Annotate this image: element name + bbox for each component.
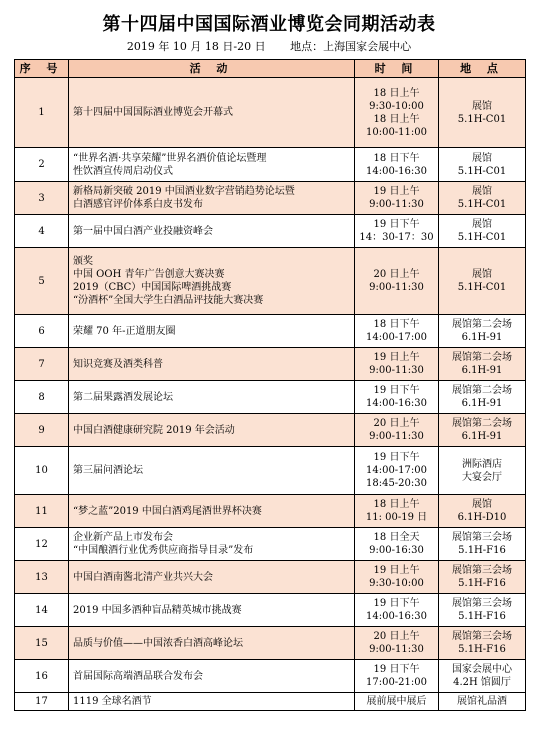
time-line: 19 日下午 [373, 219, 420, 230]
activity-line: 首届国际高端酒品联合发布会 [73, 670, 203, 682]
time-line: 9:00-11:30 [369, 199, 424, 210]
row-number: 5 [15, 248, 69, 315]
activity-line: “梦之蓝”2019 中国白酒鸡尾酒世界杯决赛 [73, 505, 262, 517]
table-row [15, 447, 526, 495]
location-line: 展馆第三会场 [452, 565, 512, 576]
table-row [15, 414, 526, 447]
location-line: 4.2H 馆圆厅 [453, 677, 511, 688]
row-number: 6 [15, 315, 69, 348]
row-number: 9 [15, 414, 69, 447]
time-cell [355, 215, 439, 248]
time-line: 9:30-10:00 [369, 578, 424, 589]
location-line: 展馆 [472, 186, 492, 197]
activity-cell [69, 215, 355, 248]
time-line: 9:00-11:30 [369, 431, 424, 442]
location-line: 6.1H-91 [461, 398, 503, 409]
activity-line: 中国白酒南酱北清产业共兴大会 [73, 571, 213, 583]
activity-line: 白酒感官评价体系白皮书发布 [73, 199, 203, 210]
time-cell [355, 148, 439, 182]
time-cell [355, 495, 439, 528]
time-line: 18 日上午 [373, 113, 420, 125]
location-cell [439, 78, 526, 148]
row-number: 16 [15, 660, 69, 693]
location-cell [439, 381, 526, 414]
table-row [15, 495, 526, 528]
time-line: 展前展中展后 [366, 696, 427, 707]
time-line: 20 日上午 [373, 631, 420, 642]
table-row [15, 248, 526, 315]
activity-line: 2019（CBC）中国国际啤酒挑战赛 [73, 282, 232, 293]
activity-cell [69, 315, 355, 348]
activity-line: 荣耀 70 年-正道朋友圈 [73, 325, 176, 337]
location-line: 5.1H-C01 [457, 199, 507, 210]
time-line: 19 日下午 [373, 452, 420, 463]
time-line: 17:00-21:00 [365, 677, 427, 688]
location-line: 5.1H-F16 [458, 545, 506, 556]
activity-cell [69, 495, 355, 528]
location-cell [439, 248, 526, 315]
location-line: 6.1H-91 [461, 332, 503, 343]
activity-line: 1119 全球名酒节 [73, 696, 152, 707]
time-cell [355, 627, 439, 660]
location-line: 展馆 [472, 499, 492, 510]
time-cell [355, 693, 439, 711]
location-line: 展馆第二会场 [452, 385, 512, 396]
activity-cell [69, 414, 355, 447]
page-subtitle: 2019 年 10 月 18 日-20 日 地点：上海国家会展中心 [126, 40, 412, 53]
time-line: 20 日上午 [373, 269, 420, 280]
row-number: 14 [15, 594, 69, 627]
header-location: 地 点 [439, 60, 526, 78]
location-cell [439, 182, 526, 215]
time-line: 19 日上午 [373, 565, 420, 576]
time-line: 18:45-20:30 [365, 478, 427, 489]
location-cell [439, 693, 526, 711]
time-line: 19 日下午 [373, 598, 420, 609]
time-cell [355, 248, 439, 315]
activity-line: 知识竞赛及酒类科普 [73, 358, 163, 370]
activity-cell [69, 594, 355, 627]
location-line: 国家会展中心 [452, 664, 512, 675]
activity-line: 中国白酒健康研究院 2019 年会活动 [73, 424, 235, 436]
time-line: 19 日上午 [373, 352, 420, 363]
location-line: 展馆 [472, 219, 492, 230]
activity-line: “世界名酒·共享荣耀”世界名酒价值论坛暨理 [73, 152, 267, 164]
activity-cell [69, 248, 355, 315]
location-line: 6.1H-D10 [457, 512, 507, 523]
location-line: 大宴会厅 [462, 471, 502, 483]
time-line: 19 日上午 [373, 186, 420, 197]
row-number: 11 [15, 495, 69, 528]
time-line: 19 日下午 [373, 385, 420, 396]
activity-line: 第十四届中国国际酒业博览会开幕式 [73, 107, 233, 118]
table-row [15, 381, 526, 414]
time-cell [355, 660, 439, 693]
table-row [15, 561, 526, 594]
location-cell [439, 660, 526, 693]
header-time: 时 间 [355, 60, 439, 78]
location-line: 5.1H-C01 [457, 282, 507, 293]
location-cell [439, 414, 526, 447]
time-cell [355, 447, 439, 495]
activity-cell [69, 348, 355, 381]
activity-cell [69, 182, 355, 215]
location-cell [439, 348, 526, 381]
activity-cell [69, 660, 355, 693]
time-cell [355, 348, 439, 381]
row-number: 15 [15, 627, 69, 660]
table-header-row [15, 60, 526, 78]
location-cell [439, 528, 526, 561]
location-line: 5.1H-F16 [458, 578, 506, 589]
location-line: 展馆 [472, 269, 492, 280]
time-cell [355, 528, 439, 561]
activity-cell [69, 78, 355, 148]
time-line: 11: 00-19 日 [365, 512, 428, 523]
time-line: 18 日下午 [373, 152, 420, 164]
time-line: 9:00-11:30 [369, 365, 424, 376]
time-line: 9:00-11:30 [369, 282, 424, 293]
location-line: 展馆 [472, 152, 492, 164]
location-line: 展馆第二会场 [452, 352, 512, 363]
time-cell [355, 78, 439, 148]
location-line: 6.1H-91 [461, 365, 503, 376]
activity-line: 企业新产品上市发布会 [73, 532, 173, 543]
time-line: 20 日上午 [373, 418, 420, 429]
row-number: 4 [15, 215, 69, 248]
time-line: 14:00-16:30 [365, 398, 427, 409]
time-line: 14:00-16:30 [365, 165, 427, 177]
time-line: 14:00-16:30 [365, 611, 427, 622]
activity-cell [69, 528, 355, 561]
location-line: 6.1H-91 [461, 431, 503, 442]
time-line: 14：30-17：30 [359, 232, 434, 243]
time-line: 19 日下午 [373, 664, 420, 675]
activity-cell [69, 693, 355, 711]
time-line: 18 日上午 [373, 499, 420, 510]
location-line: 展馆第二会场 [452, 418, 512, 429]
activity-cell [69, 627, 355, 660]
time-line: 9:30-10:00 [369, 100, 424, 112]
row-number: 10 [15, 447, 69, 495]
location-cell [439, 561, 526, 594]
location-line: 展馆第二会场 [452, 319, 512, 330]
activity-line: 第一届中国白酒产业投融资峰会 [73, 225, 213, 237]
page-title: 第十四届中国国际酒业博览会同期活动表 [102, 14, 436, 35]
table-row [15, 78, 526, 148]
table-row [15, 348, 526, 381]
time-line: 18 日上午 [373, 87, 420, 99]
location-cell [439, 447, 526, 495]
time-line: 10:00-11:00 [365, 126, 427, 138]
activity-cell [69, 447, 355, 495]
row-number: 1 [15, 78, 69, 148]
table-row [15, 627, 526, 660]
activity-line: 颁奖 [73, 256, 93, 267]
location-cell [439, 627, 526, 660]
row-number: 2 [15, 148, 69, 182]
time-line: 14:00-17:00 [365, 332, 427, 343]
table-row [15, 182, 526, 215]
time-line: 18 日全天 [373, 532, 420, 543]
location-cell [439, 215, 526, 248]
row-number: 13 [15, 561, 69, 594]
location-cell [439, 594, 526, 627]
row-number: 7 [15, 348, 69, 381]
row-number: 3 [15, 182, 69, 215]
activity-line: “汾酒杯”全国大学生白酒品评技能大赛决赛 [73, 295, 264, 306]
location-line: 展馆第三会场 [452, 598, 512, 609]
activity-cell [69, 561, 355, 594]
location-line: 展馆 [472, 100, 492, 112]
table-row [15, 660, 526, 693]
location-line: 5.1H-C01 [457, 232, 507, 243]
time-cell [355, 315, 439, 348]
activity-line: 品质与价值——中国浓香白酒高峰论坛 [73, 637, 243, 649]
table-row [15, 693, 526, 711]
activity-cell [69, 381, 355, 414]
time-cell [355, 594, 439, 627]
activity-line: 性饮酒宣传周启动仪式 [73, 165, 173, 177]
location-line: 洲际酒店 [462, 458, 502, 470]
location-line: 5.1H-C01 [457, 165, 507, 177]
header-number: 序 号 [15, 60, 69, 78]
activity-line: “中国酿酒行业优秀供应商指导目录”发布 [73, 545, 254, 556]
table-row [15, 594, 526, 627]
table-row [15, 528, 526, 561]
time-line: 9:00-11:30 [369, 644, 424, 655]
activity-line: 中国 OOH 青年广告创意大赛决赛 [73, 269, 225, 280]
activity-cell [69, 148, 355, 182]
time-cell [355, 182, 439, 215]
table-row [15, 315, 526, 348]
activity-line: 新格局新突破 2019 中国酒业数字营销趋势论坛暨 [73, 186, 295, 197]
row-number: 8 [15, 381, 69, 414]
activity-line: 第三届问酒论坛 [73, 465, 143, 476]
location-line: 5.1H-F16 [458, 644, 506, 655]
events-table [14, 59, 526, 711]
time-line: 9:00-16:30 [369, 545, 424, 556]
table-row [15, 215, 526, 248]
time-line: 14:00-17:00 [365, 465, 427, 476]
location-line: 展馆礼品酒 [457, 696, 507, 707]
location-line: 展馆第三会场 [452, 532, 512, 543]
header-activity: 活 动 [69, 60, 355, 78]
location-cell [439, 148, 526, 182]
location-cell [439, 495, 526, 528]
table-row [15, 148, 526, 182]
activity-line: 2019 中国多酒种盲品精英城市挑战赛 [73, 604, 242, 616]
time-cell [355, 561, 439, 594]
row-number: 12 [15, 528, 69, 561]
activity-line: 第二届果露酒发展论坛 [73, 391, 173, 403]
location-line: 5.1H-C01 [457, 113, 507, 125]
time-cell [355, 381, 439, 414]
location-line: 展馆第三会场 [452, 631, 512, 642]
row-number: 17 [15, 693, 69, 711]
location-line: 5.1H-F16 [458, 611, 506, 622]
table-body [15, 78, 526, 711]
time-line: 18 日下午 [373, 319, 420, 330]
location-cell [439, 315, 526, 348]
time-cell [355, 414, 439, 447]
